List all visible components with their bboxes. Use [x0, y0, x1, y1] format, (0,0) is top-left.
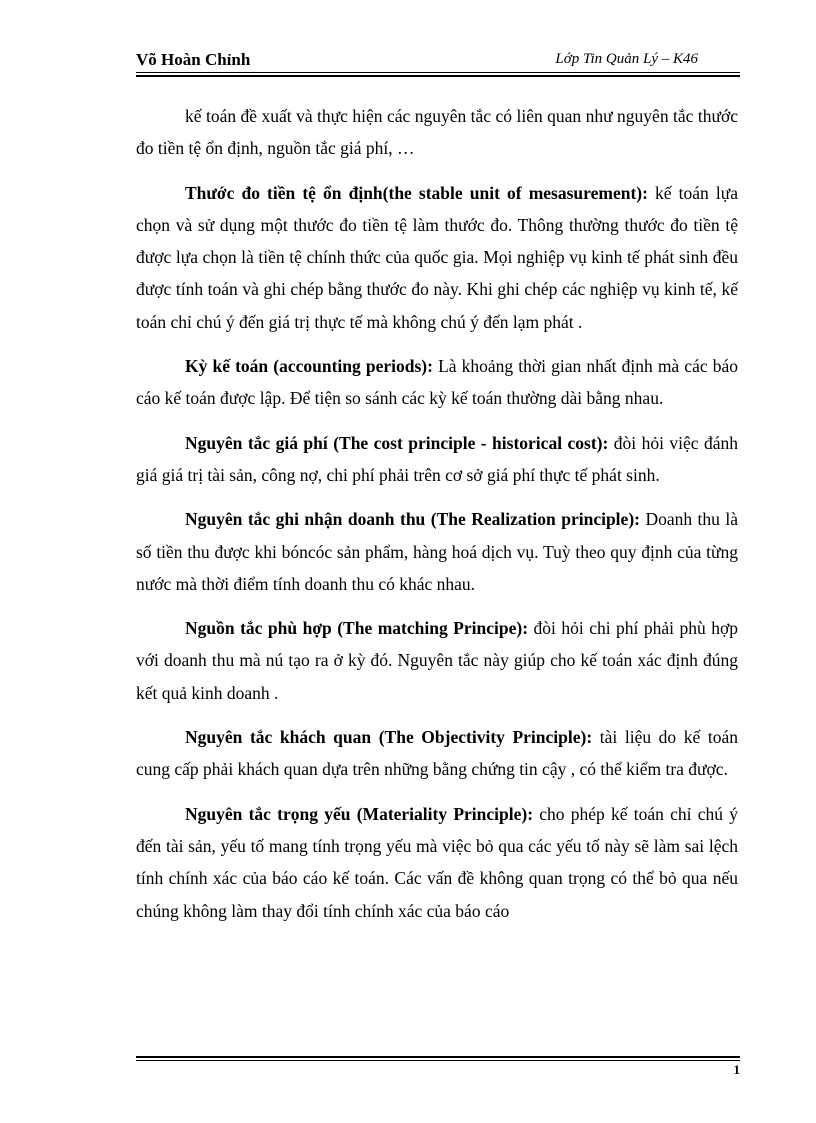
- page-header: [136, 48, 740, 74]
- paragraph-text: đòi hỏi chi phí phải phù hợp với doanh thu mà nú tạo ra ở kỳ đó. Nguyên tắc này giúp cho kế toán xác định đúng kết quả kinh doanh .: [136, 618, 738, 703]
- page-number: 1: [733, 1062, 740, 1077]
- term-heading: Nguyên tắc trọng yếu (Materiality Principle):: [185, 803, 534, 824]
- paragraph-text: cho phép kế toán chỉ chú ý đến tài sản, yếu tố mang tính trọng yếu mà việc bỏ qua các yếu tố này sẽ làm sai lệch tính chính xác của báo cáo kế toán. Các vấn đề không quan trọng có thể bỏ qua nếu chúng không làm thay đổi tính chính xác của báo cáo: [136, 803, 738, 921]
- term-heading: Kỳ kế toán (accounting periods):: [185, 356, 433, 377]
- paragraph-materiality-principle: [136, 798, 738, 927]
- header-rule-thick: [136, 75, 740, 77]
- document-body: [136, 100, 738, 939]
- paragraph-text: kế toán đề xuất và thực hiện các nguyên tắc có liên quan như nguyên tắc thước đo tiền tệ ổn định, nguồn tắc giá phí, …: [136, 106, 738, 159]
- paragraph-text: kế toán lựa chọn và sử dụng một thước đo tiền tệ làm thước đo. Thông thường thước đo tiền tệ được lựa chọn là tiền tệ chính thức của quốc gia. Mọi nghiệp vụ kinh tế phát sinh đều được tính toán và ghi chép bằng thước đo này. Khi ghi chép các nghiệp vụ kinh tế, kế toán chỉ chú ý đến giá trị thực tế mà không chú ý đến lạm phát .: [136, 182, 738, 332]
- footer-rule-thick: [136, 1056, 740, 1058]
- term-heading: Nguyên tắc khách quan (The Objectivity Principle):: [185, 727, 593, 748]
- paragraph-objectivity-principle: [136, 721, 738, 786]
- paragraph-matching-principle: [136, 612, 738, 709]
- paragraph-text: Là khoảng thời gian nhất định mà các báo cáo kế toán được lập. Để tiện so sánh các kỳ kế toán thường dài bằng nhau.: [136, 356, 738, 409]
- paragraph-realization-principle: [136, 503, 738, 600]
- term-heading: Nguồn tắc phù hợp (The matching Principe):: [185, 618, 529, 639]
- header-rule: [136, 72, 740, 73]
- author-name: Võ Hoàn Chỉnh: [136, 50, 251, 69]
- paragraph-cost-principle: [136, 427, 738, 492]
- paragraph-text: đòi hỏi việc đánh giá giá trị tài sản, công nợ, chi phí phải trên cơ sở giá phí thực tế phát sinh.: [136, 432, 738, 485]
- paragraph-text: Doanh thu là số tiền thu được khi bóncóc sản phẩm, hàng hoá dịch vụ. Tuỳ theo quy định của từng nước mà thời điểm tính doanh thu có khác nhau.: [136, 509, 739, 594]
- footer-rule: [136, 1060, 740, 1061]
- paragraph-stable-unit: [136, 177, 738, 338]
- term-heading: Thước đo tiền tệ ổn định(the stable unit of mesasurement):: [185, 182, 648, 203]
- term-heading: Nguyên tắc ghi nhận doanh thu (The Realization principle):: [185, 509, 640, 530]
- paragraph-text: tài liệu do kế toán cung cấp phải khách quan dựa trên những bằng chứng tin cậy , có thể kiểm tra được.: [136, 727, 738, 780]
- term-heading: Nguyên tắc giá phí (The cost principle - historical cost):: [185, 432, 609, 453]
- paragraph-continuation: [136, 100, 738, 165]
- course-name: Lớp Tin Quản Lý – K46: [555, 51, 698, 67]
- paragraph-accounting-periods: [136, 350, 738, 415]
